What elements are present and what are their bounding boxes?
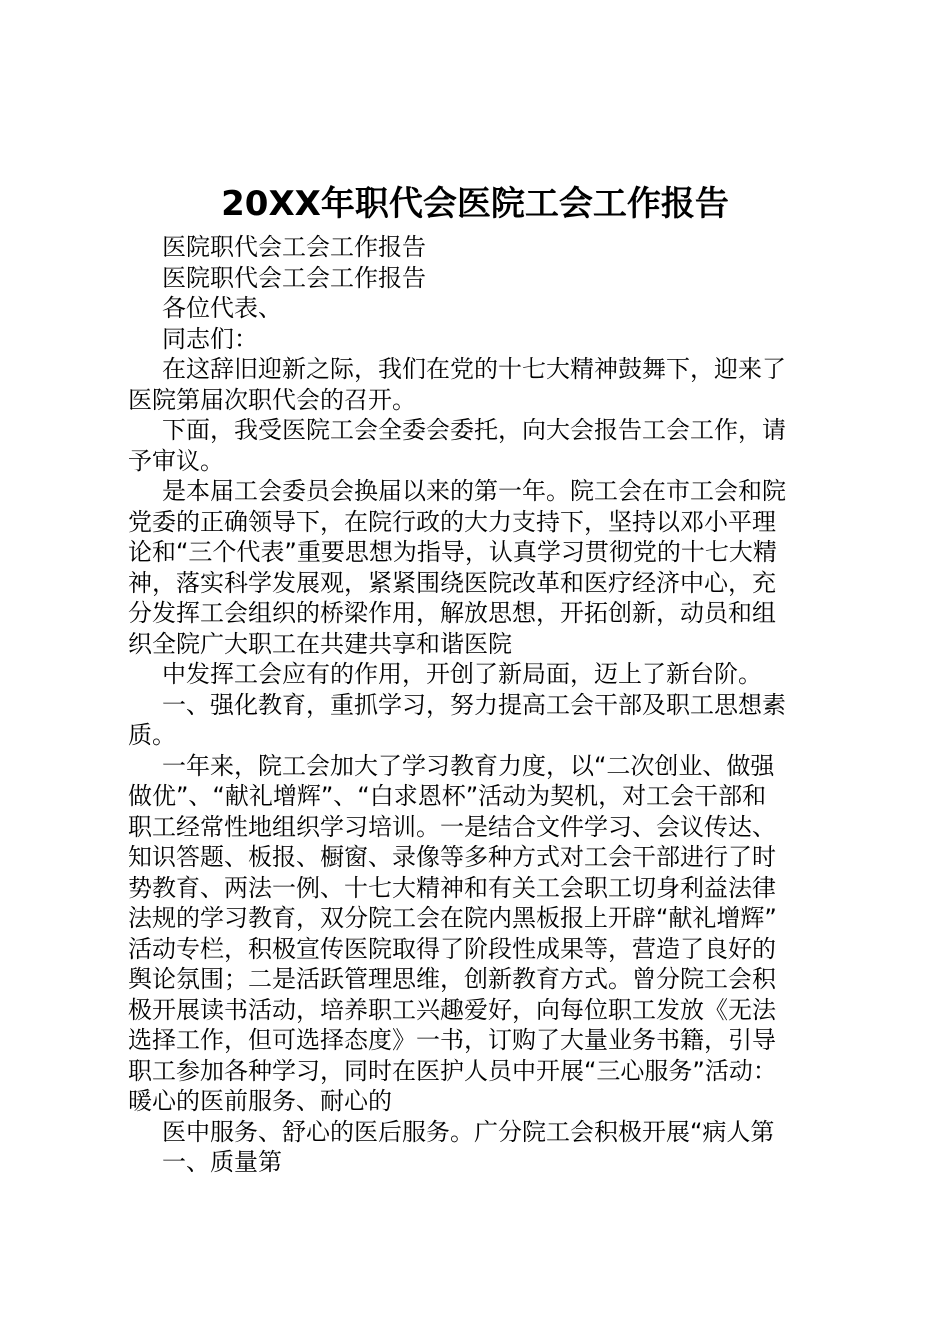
body-line: 党委的正确领导下，在院行政的大力支持下，坚持以邓小平理: [128, 507, 776, 536]
body-line: 一年来，院工会加大了学习教育力度，以“二次创业、做强: [162, 751, 775, 780]
body-line: 医院职代会工会工作报告: [162, 233, 426, 261]
document-body: [128, 232, 828, 1178]
body-line: 一、质量第: [162, 1148, 282, 1176]
document-title: 20XX年职代会医院工会工作报告: [221, 184, 729, 224]
body-line: 在这辞旧迎新之际，我们在党的十七大精神鼓舞下，迎来了: [162, 355, 786, 383]
body-line: 中发挥工会应有的作用，开创了新局面，迈上了新台阶。: [162, 660, 762, 688]
body-line: 医院职代会工会工作报告: [162, 263, 426, 292]
body-line: 分发挥工会组织的桥梁作用，解放思想，开拓创新，动员和组: [128, 599, 776, 627]
body-line: 予审议。: [128, 446, 224, 475]
body-line: 知识答题、板报、橱窗、录像等多种方式对工会干部进行了时: [128, 843, 776, 871]
body-line: 织全院广大职工在共建共享和谐医院: [128, 629, 512, 658]
body-line: 暖心的医前服务、耐心的: [128, 1087, 392, 1115]
body-line: 职工参加各种学习，同时在医护人员中开展“三心服务”活动：: [128, 1056, 777, 1085]
body-line: 极开展读书活动，培养职工兴趣爱好，向每位职工发放《无法: [128, 995, 776, 1024]
body-line: 论和“三个代表”重要思想为指导，认真学习贯彻党的十七大精: [128, 538, 777, 566]
body-line: 一、强化教育，重抓学习，努力提高工会干部及职工思想素: [162, 690, 786, 719]
body-line: 各位代表、: [162, 294, 282, 322]
body-line: 医中服务、舒心的医后服务。广分院工会积极开展“病人第: [162, 1117, 775, 1146]
body-line: 做优”、“献礼增辉”、“白求恩杯”活动为契机，对工会干部和: [128, 782, 767, 810]
body-line: 医院第届次职代会的召开。: [128, 385, 416, 414]
body-line: 法规的学习教育，双分院工会在院内黑板报上开辟“献礼增辉”: [128, 904, 777, 932]
body-line: 下面，我受医院工会全委会委托，向大会报告工会工作，请: [162, 416, 786, 444]
body-line: 神，落实科学发展观，紧紧围绕医院改革和医疗经济中心，充: [128, 568, 776, 597]
body-line: 是本届工会委员会换届以来的第一年。院工会在市工会和院: [162, 477, 786, 505]
body-line: 职工经常性地组织学习培训。一是结合文件学习、会议传达、: [128, 812, 776, 841]
body-line: 活动专栏，积极宣传医院取得了阶段性成果等，营造了良好的: [128, 934, 776, 963]
body-line: 舆论氛围；二是活跃管理思维，创新教育方式。曾分院工会积: [128, 965, 776, 993]
body-line: 势教育、两法一例、十七大精神和有关工会职工切身利益法律: [128, 873, 776, 902]
body-line: 质。: [128, 721, 176, 749]
body-line: 同志们：: [162, 324, 258, 353]
body-line: 选择工作，但可选择态度》一书，订购了大量业务书籍，引导: [128, 1026, 776, 1054]
